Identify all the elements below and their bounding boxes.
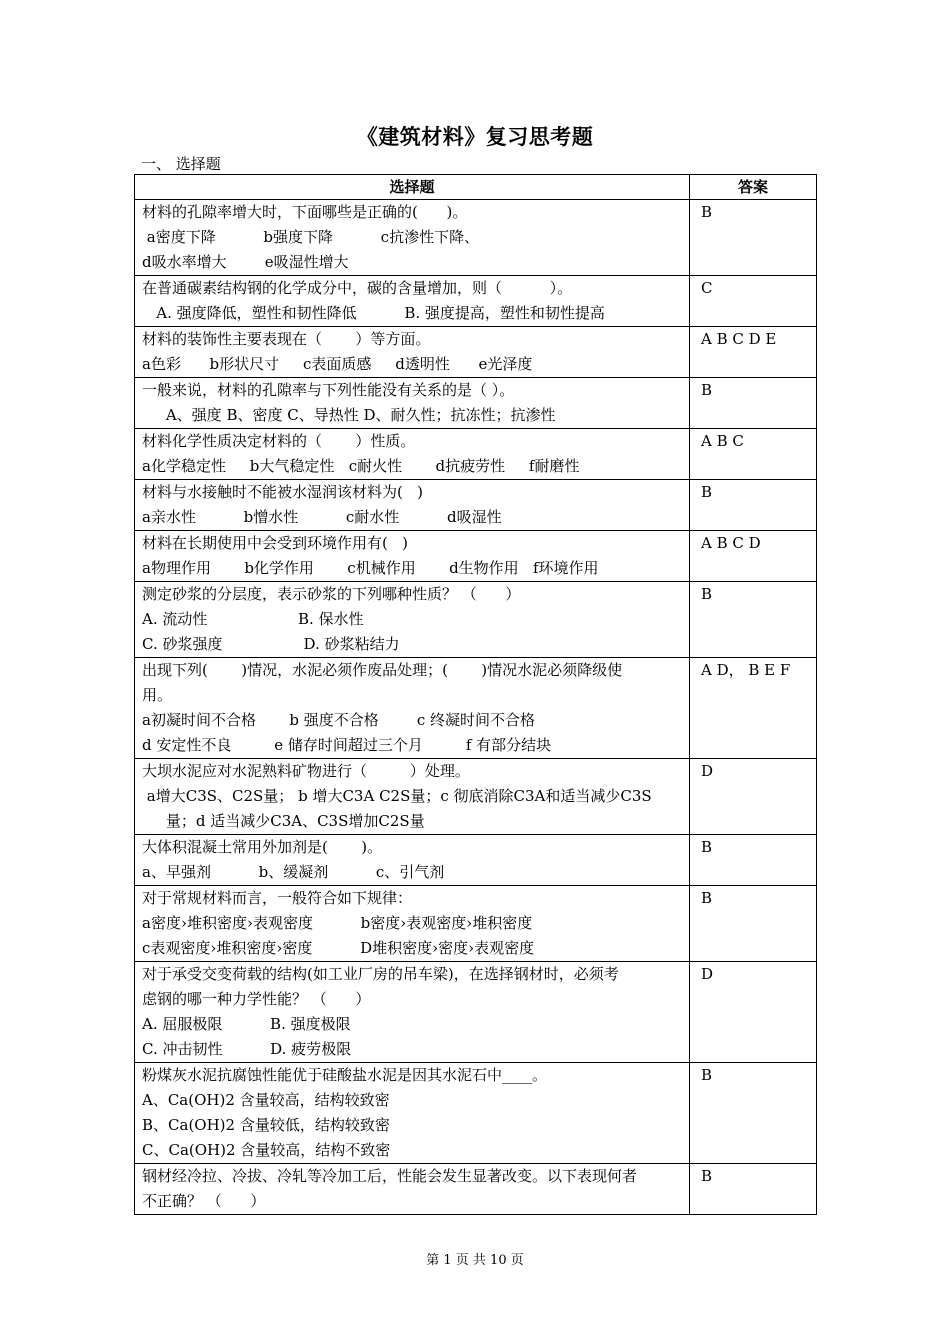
answer-cell: B [690, 480, 817, 531]
question-line: c表观密度›堆积密度›密度 D堆积密度›密度›表观密度 [142, 939, 535, 957]
table-row [135, 658, 817, 759]
question-cell [135, 1164, 690, 1215]
question-line: a增大C3S、C2S量； b 增大C3A C2S量；c 彻底消除C3A和适当减少C3S [142, 787, 652, 805]
question-line: 大体积混凝土常用外加剂是( )。 [142, 838, 383, 856]
question-line: d吸水率增大 e吸湿性增大 [142, 253, 349, 271]
table-row [135, 886, 817, 962]
question-line: A. 强度降低，塑性和韧性降低 B. 强度提高，塑性和韧性提高 [142, 304, 605, 322]
table-row [135, 1164, 817, 1215]
question-cell [135, 962, 690, 1063]
answer-cell: B [690, 835, 817, 886]
question-line: a、早强剂 b、缓凝剂 c、引气剂 [142, 863, 445, 881]
question-line: 出现下列( )情况，水泥必须作废品处理；( )情况水泥必须降级使 [142, 661, 623, 679]
question-cell [135, 327, 690, 378]
question-line: a色彩 b形状尺寸 c表面质感 d透明性 e光泽度 [142, 355, 533, 373]
answer-cell: B [690, 886, 817, 962]
question-line: 材料的孔隙率增大时，下面哪些是正确的( )。 [142, 203, 468, 221]
table-row [135, 200, 817, 276]
question-line: a物理作用 b化学作用 c机械作用 d生物作用 f环境作用 [142, 559, 599, 577]
answer-cell: A B C D E [690, 327, 817, 378]
table-row [135, 962, 817, 1063]
question-line: C、Ca(OH)2 含量较高，结构不致密 [142, 1141, 391, 1159]
question-line: 对于常规材料而言，一般符合如下规律： [142, 889, 413, 907]
answer-cell: A B C [690, 429, 817, 480]
question-line: 对于承受交变荷载的结构(如工业厂房的吊车梁)，在选择钢材时，必须考 [142, 965, 619, 983]
document-title: 《建筑材料》复习思考题 [356, 124, 594, 149]
table-row [135, 480, 817, 531]
question-cell [135, 582, 690, 658]
question-line: 一般来说，材料的孔隙率与下列性能没有关系的是（ ）。 [142, 381, 515, 399]
question-line: a初凝时间不合格 b 强度不合格 c 终凝时间不合格 [142, 711, 536, 729]
table-row [135, 759, 817, 835]
question-line: 材料的装饰性主要表现在（ ）等方面。 [142, 330, 431, 348]
answer-cell: A D， B E F [690, 658, 817, 759]
answer-cell: B [690, 200, 817, 276]
answer-cell: D [690, 962, 817, 1063]
table-row [135, 378, 817, 429]
section-heading: 一、 选择题 [141, 155, 221, 173]
question-line: d 安定性不良 e 储存时间超过三个月 f 有部分结块 [142, 736, 552, 754]
table-row [135, 531, 817, 582]
question-line: B、Ca(OH)2 含量较低，结构较致密 [142, 1116, 390, 1134]
question-line: A. 屈服极限 B. 强度极限 [142, 1015, 351, 1033]
question-cell [135, 378, 690, 429]
question-column-header: 选择题 [135, 175, 690, 200]
question-line: 材料与水接触时不能被水湿润该材料为( ) [142, 483, 424, 501]
question-line: a密度下降 b强度下降 c抗渗性下降、 [142, 228, 480, 246]
question-line: 大坝水泥应对水泥熟料矿物进行（ ）处理。 [142, 762, 470, 780]
table-row [135, 429, 817, 480]
question-cell [135, 759, 690, 835]
table-row [135, 276, 817, 327]
question-line: 虑钢的哪一种力学性能？ （ ） [142, 990, 371, 1008]
question-cell [135, 200, 690, 276]
question-line: 在普通碳素结构钢的化学成分中，碳的含量增加，则（ ）。 [142, 279, 573, 297]
page-footer: 第 1 页 共 10 页 [426, 1253, 524, 1268]
questions-table [134, 174, 817, 1215]
question-cell [135, 1063, 690, 1164]
table-row [135, 835, 817, 886]
question-line: A、强度 B、密度 C、导热性 D、耐久性；抗冻性；抗渗性 [142, 406, 556, 424]
question-line: 用。 [142, 686, 173, 704]
table-row [135, 1063, 817, 1164]
answer-cell: B [690, 582, 817, 658]
question-line: A. 流动性 B. 保水性 [142, 610, 364, 628]
answer-cell: B [690, 1164, 817, 1215]
table-row [135, 582, 817, 658]
answer-column-header: 答案 [690, 175, 817, 200]
question-line: a密度›堆积密度›表观密度 b密度›表观密度›堆积密度 [142, 914, 533, 932]
question-cell [135, 658, 690, 759]
question-cell [135, 480, 690, 531]
table-header-row [135, 175, 817, 200]
question-line: a亲水性 b憎水性 c耐水性 d吸湿性 [142, 508, 502, 526]
answer-cell: A B C D [690, 531, 817, 582]
question-cell [135, 886, 690, 962]
question-line: C. 冲击韧性 D. 疲劳极限 [142, 1040, 352, 1058]
question-line: 粉煤灰水泥抗腐蚀性能优于硅酸盐水泥是因其水泥石中____。 [142, 1066, 548, 1084]
question-line: 钢材经冷拉、冷拔、冷轧等冷加工后，性能会发生显著改变。以下表现何者 [142, 1167, 638, 1185]
question-cell [135, 835, 690, 886]
answer-cell: B [690, 378, 817, 429]
question-line: 材料化学性质决定材料的（ ）性质。 [142, 432, 416, 450]
question-line: A、Ca(OH)2 含量较高，结构较致密 [142, 1091, 390, 1109]
table-row [135, 327, 817, 378]
question-cell [135, 429, 690, 480]
question-line: 材料在长期使用中会受到环境作用有( ) [142, 534, 409, 552]
question-cell [135, 531, 690, 582]
answer-cell: B [690, 1063, 817, 1164]
question-line: 测定砂浆的分层度，表示砂浆的下列哪种性质？ （ ） [142, 585, 521, 603]
question-line: C. 砂浆强度 D. 砂浆粘结力 [142, 635, 400, 653]
question-cell [135, 276, 690, 327]
answer-cell: C [690, 276, 817, 327]
question-line: a化学稳定性 b大气稳定性 c耐火性 d抗疲劳性 f耐磨性 [142, 457, 580, 475]
answer-cell: D [690, 759, 817, 835]
question-line: 不正确？ （ ） [142, 1192, 266, 1210]
question-line: 量；d 适当减少C3A、C3S增加C2S量 [142, 812, 425, 830]
